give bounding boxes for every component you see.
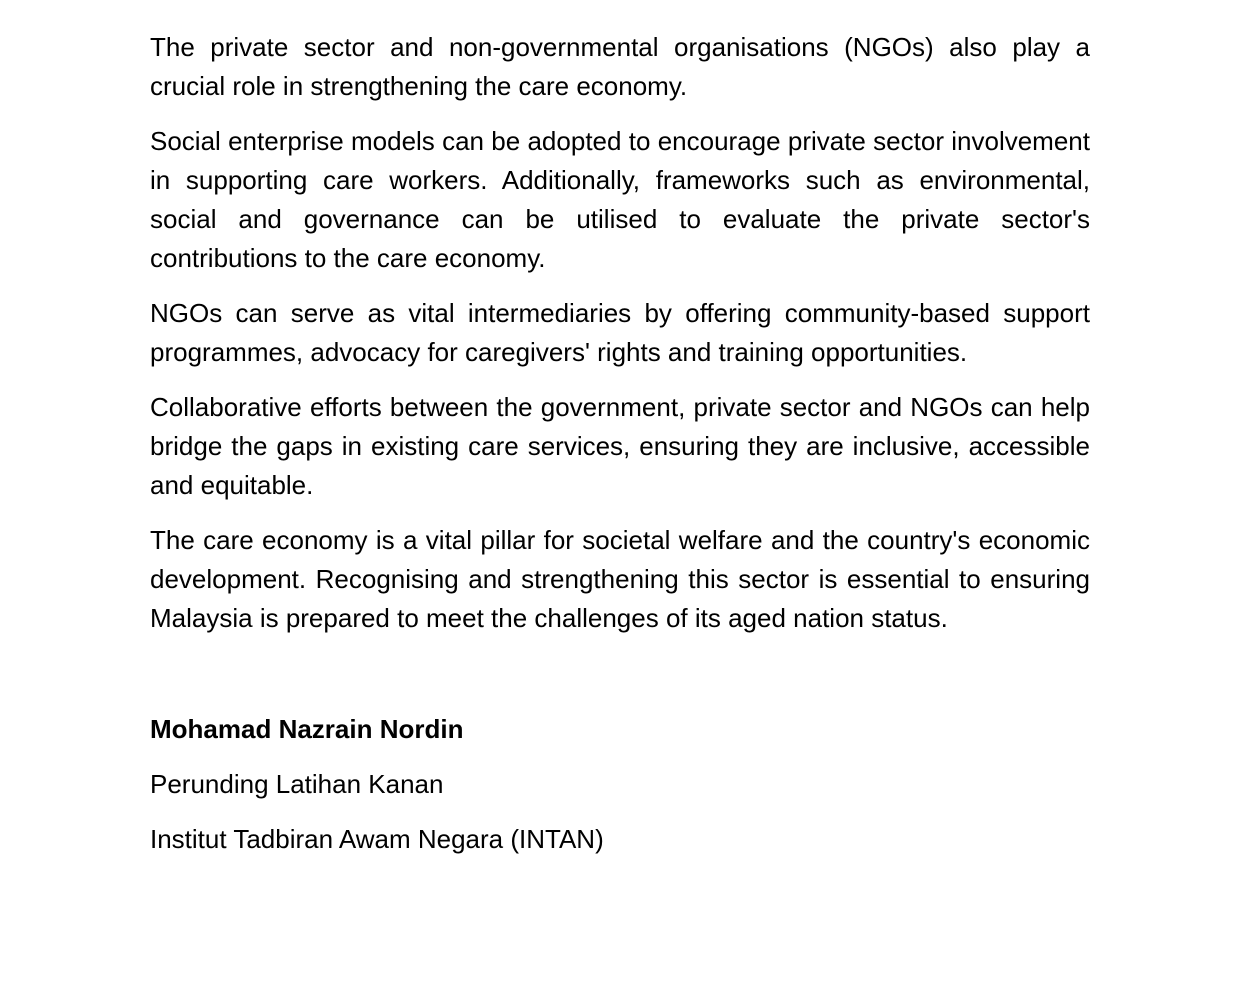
author-signature	[150, 710, 1090, 859]
article-paragraph-3: NGOs can serve as vital intermediaries by offering community-based support programmes, advocacy for caregivers' rights and training opportunities.	[150, 298, 1090, 367]
article-paragraph-2: Social enterprise models can be adopted to encourage private sector involvement in supporting care workers. Additionally, frameworks such as environmental, social and governance can be utilised to evaluate the private sector's contributions to the care economy.	[150, 126, 1090, 273]
author-name: Mohamad Nazrain Nordin	[150, 714, 464, 744]
article-body	[150, 28, 1090, 875]
article-paragraph-5: The care economy is a vital pillar for societal welfare and the country's economic development. Recognising and strengthening this sector is essential to ensuring Malaysia is prepared to meet the challenges of its aged nation status.	[150, 525, 1090, 633]
author-institution: Institut Tadbiran Awam Negara (INTAN)	[150, 824, 604, 854]
article-paragraph-1: The private sector and non-governmental organisations (NGOs) also play a crucial role in strengthening the care economy.	[150, 32, 1090, 101]
article-paragraph-4: Collaborative efforts between the government, private sector and NGOs can help bridge the gaps in existing care services, ensuring they are inclusive, accessible and equitable.	[150, 392, 1090, 500]
author-position: Perunding Latihan Kanan	[150, 769, 444, 799]
